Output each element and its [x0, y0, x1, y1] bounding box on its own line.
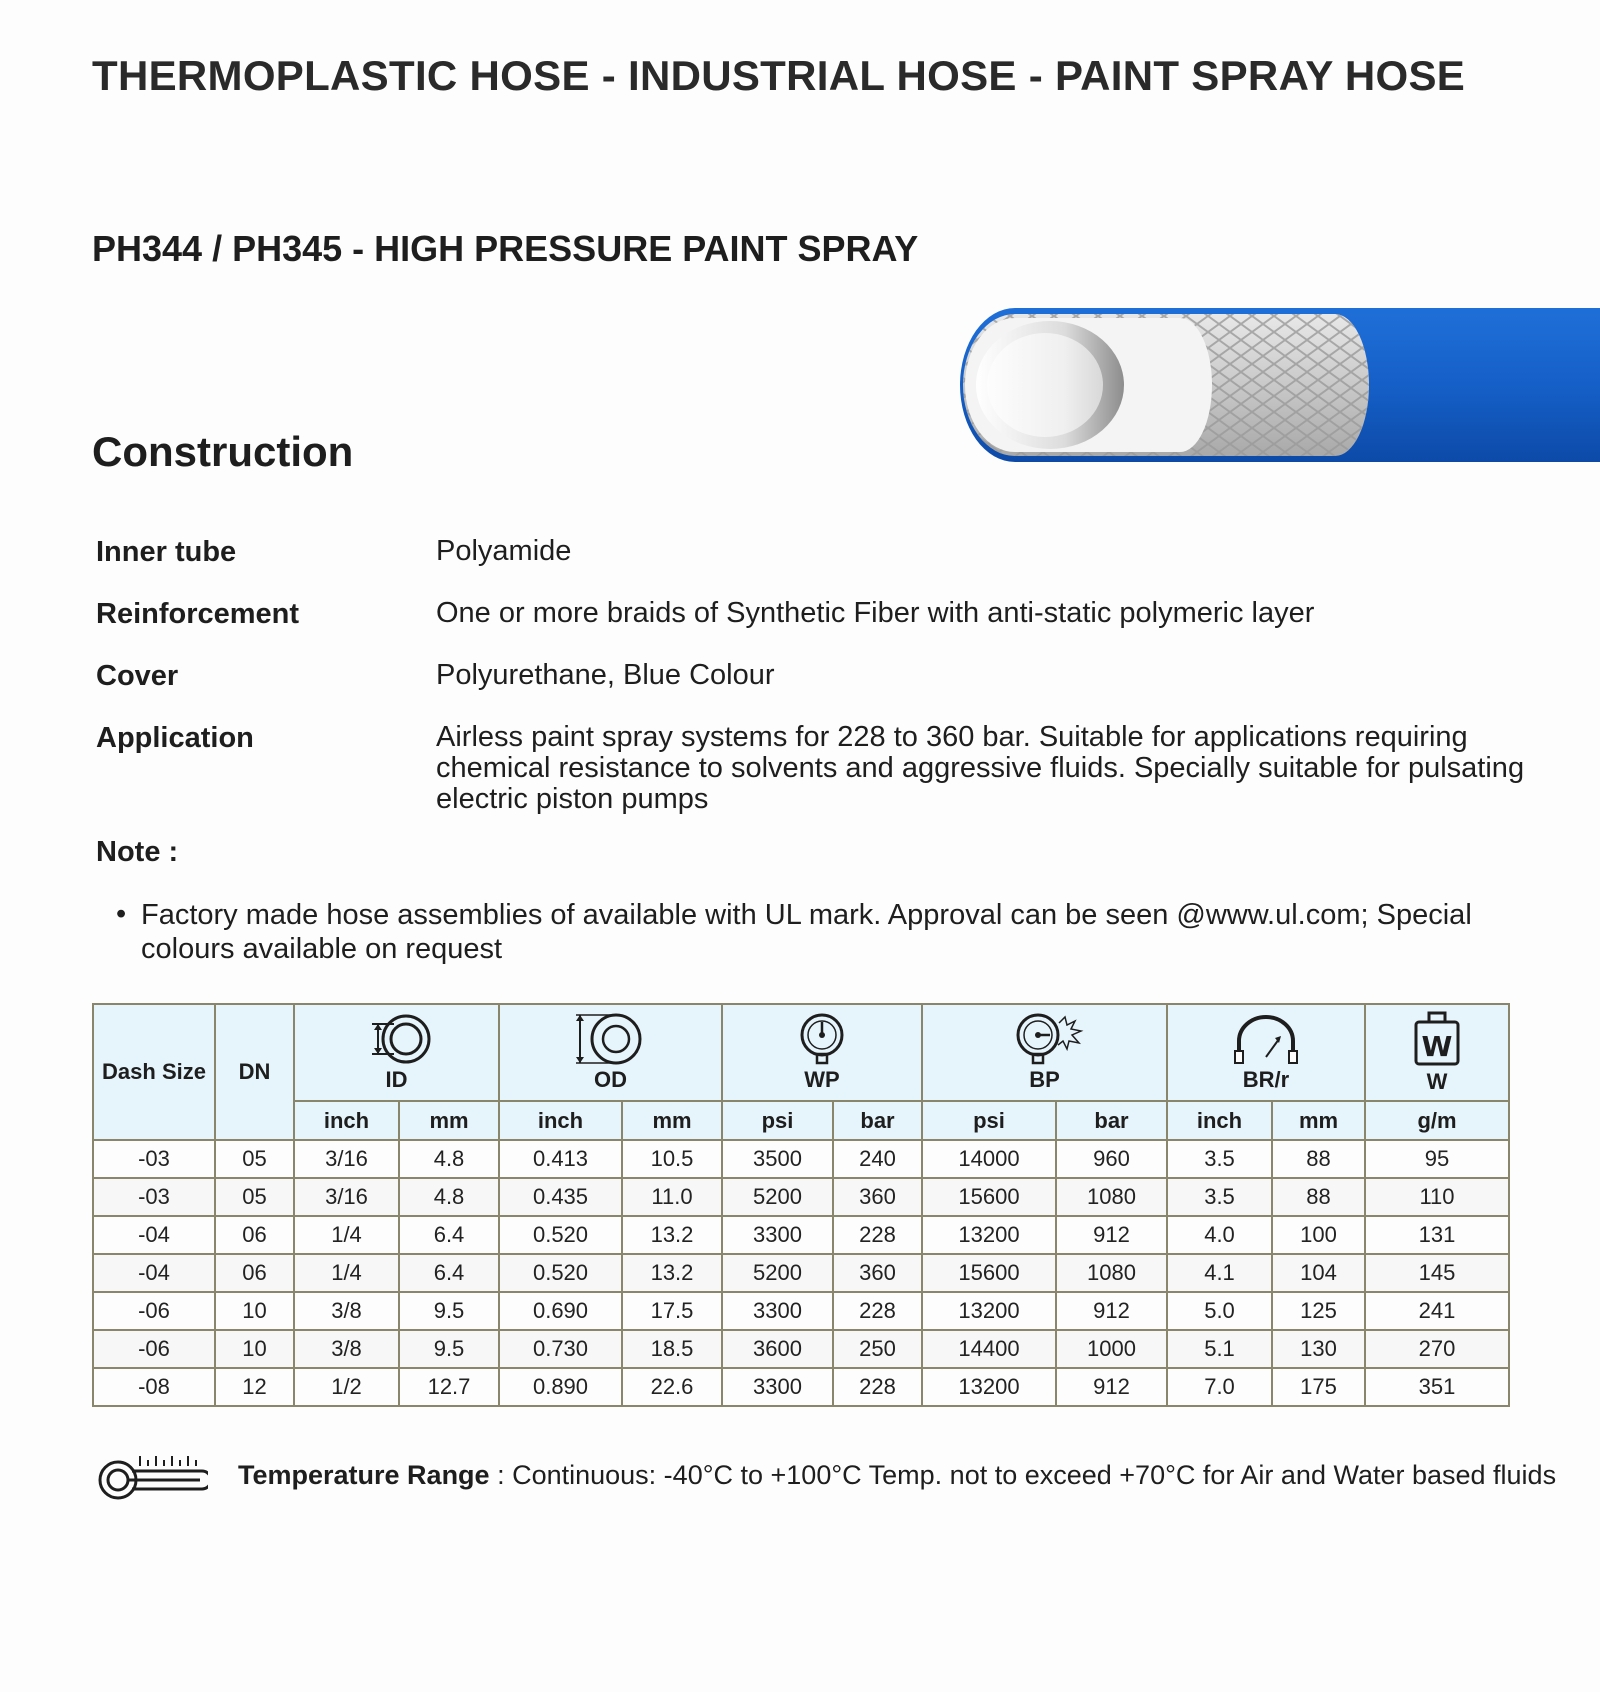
- table-cell: 10: [215, 1292, 294, 1330]
- table-cell: 131: [1365, 1216, 1509, 1254]
- table-cell: -03: [93, 1178, 215, 1216]
- table-cell: 228: [833, 1292, 922, 1330]
- hose-illustration: [955, 300, 1600, 470]
- table-cell: 14400: [922, 1330, 1056, 1368]
- header-od: [499, 1004, 722, 1101]
- header-w-label: W: [1426, 1068, 1448, 1094]
- table-cell: 241: [1365, 1292, 1509, 1330]
- table-cell: 0.520: [499, 1216, 622, 1254]
- table-row: [93, 1330, 1509, 1368]
- note-text: Factory made hose assemblies of available with UL mark. Approval can be seen @www.ul.com; Special colours available on request: [141, 899, 1472, 965]
- table-cell: 3300: [722, 1368, 833, 1406]
- header-bp: [922, 1004, 1167, 1101]
- table-cell: 5200: [722, 1178, 833, 1216]
- table-cell: 3/16: [294, 1140, 399, 1178]
- table-cell: 145: [1365, 1254, 1509, 1292]
- construction-label: Cover: [96, 660, 179, 692]
- table-cell: 13.2: [622, 1216, 722, 1254]
- table-cell: 4.8: [399, 1178, 499, 1216]
- table-cell: 15600: [922, 1178, 1056, 1216]
- unit-br-inch: inch: [1167, 1101, 1272, 1140]
- table-cell: 104: [1272, 1254, 1365, 1292]
- specification-table-body: [93, 1140, 1509, 1406]
- header-dash-size: Dash Size: [93, 1004, 215, 1140]
- table-cell: 110: [1365, 1178, 1509, 1216]
- specification-table: [92, 1003, 1510, 1407]
- table-cell: 912: [1056, 1216, 1167, 1254]
- table-cell: 22.6: [622, 1368, 722, 1406]
- table-row: [93, 1368, 1509, 1406]
- burst-gauge-icon: [1003, 1013, 1087, 1065]
- table-cell: 912: [1056, 1368, 1167, 1406]
- table-cell: 0.890: [499, 1368, 622, 1406]
- table-cell: 3500: [722, 1140, 833, 1178]
- unit-br-mm: mm: [1272, 1101, 1365, 1140]
- table-cell: 270: [1365, 1330, 1509, 1368]
- table-cell: 1080: [1056, 1178, 1167, 1216]
- table-cell: -06: [93, 1292, 215, 1330]
- table-cell: 13200: [922, 1292, 1056, 1330]
- table-cell: 0.435: [499, 1178, 622, 1216]
- table-cell: 3/8: [294, 1292, 399, 1330]
- construction-label: Application: [96, 722, 254, 754]
- table-cell: 7.0: [1167, 1368, 1272, 1406]
- unit-w-gm: g/m: [1365, 1101, 1509, 1140]
- table-cell: 4.0: [1167, 1216, 1272, 1254]
- table-cell: 1/4: [294, 1254, 399, 1292]
- note-title: Note :: [96, 836, 179, 868]
- table-cell: 240: [833, 1140, 922, 1178]
- table-cell: 10: [215, 1330, 294, 1368]
- table-cell: -04: [93, 1254, 215, 1292]
- table-cell: 250: [833, 1330, 922, 1368]
- table-cell: -04: [93, 1216, 215, 1254]
- table-cell: 95: [1365, 1140, 1509, 1178]
- unit-od-mm: mm: [622, 1101, 722, 1140]
- table-cell: 17.5: [622, 1292, 722, 1330]
- table-cell: 9.5: [399, 1292, 499, 1330]
- table-cell: 3.5: [1167, 1178, 1272, 1216]
- unit-bp-psi: psi: [922, 1101, 1056, 1140]
- unit-wp-psi: psi: [722, 1101, 833, 1140]
- bend-radius-icon: [1229, 1013, 1303, 1065]
- header-wp-label: WP: [804, 1066, 840, 1092]
- construction-label: Inner tube: [96, 536, 237, 568]
- header-w: [1365, 1004, 1509, 1101]
- pressure-gauge-icon: [785, 1013, 859, 1065]
- header-br-label: BR/r: [1242, 1066, 1290, 1092]
- table-cell: 3300: [722, 1216, 833, 1254]
- table-cell: 3/16: [294, 1178, 399, 1216]
- table-cell: 13.2: [622, 1254, 722, 1292]
- unit-od-inch: inch: [499, 1101, 622, 1140]
- header-wp: [722, 1004, 922, 1101]
- table-cell: 3300: [722, 1292, 833, 1330]
- table-cell: 12.7: [399, 1368, 499, 1406]
- table-cell: -03: [93, 1140, 215, 1178]
- header-bp-label: BP: [1029, 1066, 1060, 1092]
- construction-value: Polyurethane, Blue Colour: [436, 659, 775, 691]
- table-cell: 9.5: [399, 1330, 499, 1368]
- table-cell: 5200: [722, 1254, 833, 1292]
- table-cell: 14000: [922, 1140, 1056, 1178]
- table-cell: 3/8: [294, 1330, 399, 1368]
- header-br: [1167, 1004, 1365, 1101]
- product-title: PH344 / PH345 - HIGH PRESSURE PAINT SPRAY: [92, 228, 919, 269]
- construction-label: Reinforcement: [96, 598, 300, 630]
- table-cell: 960: [1056, 1140, 1167, 1178]
- table-cell: 88: [1272, 1178, 1365, 1216]
- unit-id-inch: inch: [294, 1101, 399, 1140]
- thermometer-icon: [96, 1450, 208, 1500]
- temperature-range: [238, 1460, 1556, 1491]
- construction-value: Polyamide: [436, 535, 572, 567]
- table-cell: 06: [215, 1254, 294, 1292]
- table-cell: -08: [93, 1368, 215, 1406]
- table-cell: 228: [833, 1368, 922, 1406]
- construction-value: Airless paint spray systems for 228 to 360 bar. Suitable for applications requiring chemical resistance to solvents and aggressive fluids. Specially suitable for pulsating electric piston pumps: [436, 721, 1525, 815]
- table-row: [93, 1178, 1509, 1216]
- table-cell: 12: [215, 1368, 294, 1406]
- table-cell: 0.690: [499, 1292, 622, 1330]
- table-cell: 6.4: [399, 1254, 499, 1292]
- unit-bp-bar: bar: [1056, 1101, 1167, 1140]
- table-cell: 6.4: [399, 1216, 499, 1254]
- table-cell: 0.413: [499, 1140, 622, 1178]
- table-cell: 88: [1272, 1140, 1365, 1178]
- table-cell: 5.1: [1167, 1330, 1272, 1368]
- inner-diameter-icon: [360, 1013, 434, 1065]
- temperature-text: : Continuous: -40°C to +100°C Temp. not to exceed +70°C for Air and Water based fluids: [489, 1460, 1557, 1490]
- table-cell: 4.8: [399, 1140, 499, 1178]
- table-cell: 18.5: [622, 1330, 722, 1368]
- table-cell: 1080: [1056, 1254, 1167, 1292]
- unit-id-mm: mm: [399, 1101, 499, 1140]
- table-cell: 100: [1272, 1216, 1365, 1254]
- table-cell: 05: [215, 1140, 294, 1178]
- header-od-label: OD: [594, 1066, 627, 1092]
- table-cell: 06: [215, 1216, 294, 1254]
- svg-text:W: W: [1421, 1029, 1453, 1063]
- table-cell: 351: [1365, 1368, 1509, 1406]
- table-cell: 360: [833, 1178, 922, 1216]
- table-cell: 10.5: [622, 1140, 722, 1178]
- table-cell: 4.1: [1167, 1254, 1272, 1292]
- table-cell: 13200: [922, 1368, 1056, 1406]
- main-title: THERMOPLASTIC HOSE - INDUSTRIAL HOSE - PAINT SPRAY HOSE: [92, 52, 1466, 99]
- construction-heading: Construction: [92, 428, 354, 475]
- table-cell: 1/2: [294, 1368, 399, 1406]
- temperature-label: Temperature Range: [238, 1460, 490, 1490]
- header-id-label: ID: [385, 1066, 408, 1092]
- unit-wp-bar: bar: [833, 1101, 922, 1140]
- table-cell: 130: [1272, 1330, 1365, 1368]
- table-cell: 3600: [722, 1330, 833, 1368]
- table-cell: 360: [833, 1254, 922, 1292]
- table-row: [93, 1292, 1509, 1330]
- table-cell: 13200: [922, 1216, 1056, 1254]
- header-dn: DN: [215, 1004, 294, 1140]
- outer-diameter-icon: [574, 1013, 648, 1065]
- table-cell: -06: [93, 1330, 215, 1368]
- table-cell: 11.0: [622, 1178, 722, 1216]
- table-row: [93, 1216, 1509, 1254]
- construction-value: One or more braids of Synthetic Fiber with anti-static polymeric layer: [436, 597, 1315, 629]
- table-cell: 175: [1272, 1368, 1365, 1406]
- table-cell: 0.520: [499, 1254, 622, 1292]
- table-row: [93, 1140, 1509, 1178]
- table-cell: 5.0: [1167, 1292, 1272, 1330]
- table-cell: 0.730: [499, 1330, 622, 1368]
- header-id: [294, 1004, 499, 1101]
- weight-icon: [1400, 1011, 1474, 1067]
- table-cell: 1/4: [294, 1216, 399, 1254]
- table-cell: 912: [1056, 1292, 1167, 1330]
- note-bullet: •: [116, 898, 127, 930]
- table-cell: 3.5: [1167, 1140, 1272, 1178]
- table-cell: 05: [215, 1178, 294, 1216]
- table-cell: 1000: [1056, 1330, 1167, 1368]
- table-row: [93, 1254, 1509, 1292]
- table-cell: 125: [1272, 1292, 1365, 1330]
- table-cell: 15600: [922, 1254, 1056, 1292]
- table-cell: 228: [833, 1216, 922, 1254]
